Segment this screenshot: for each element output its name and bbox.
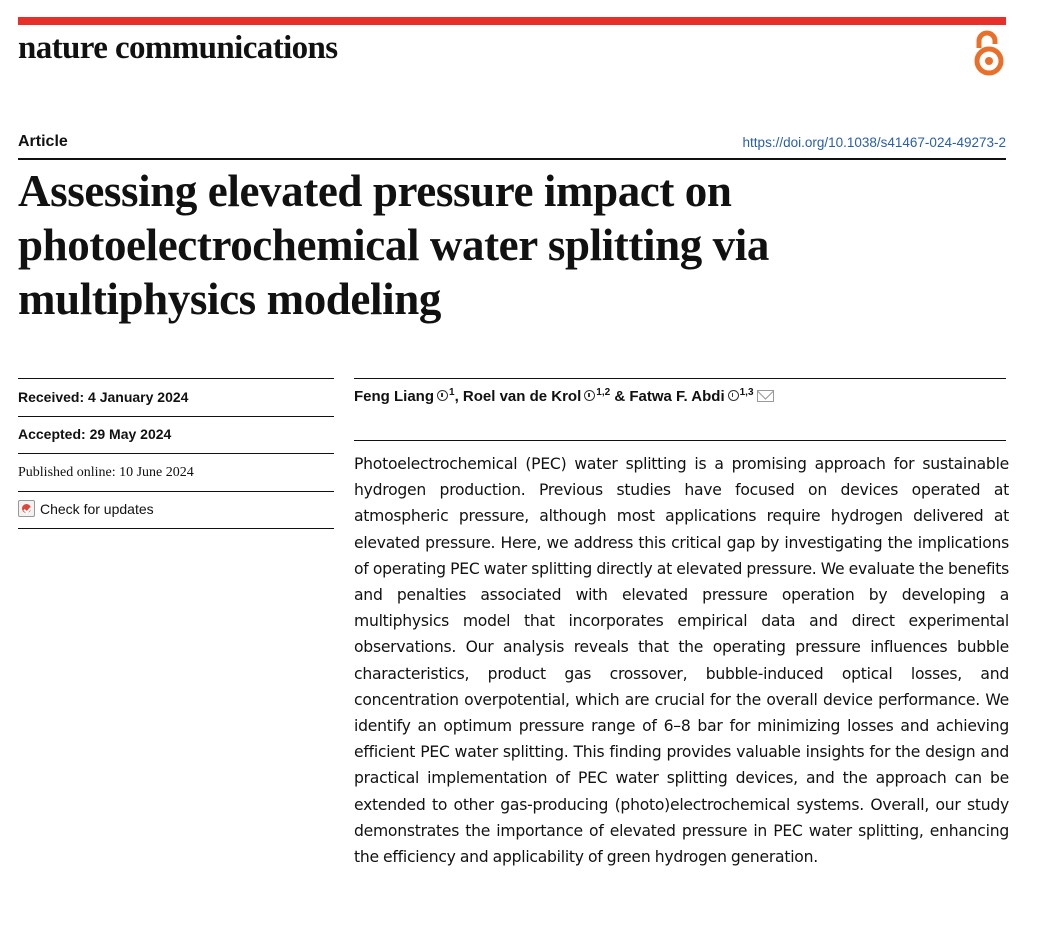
author-name[interactable]: Fatwa F. Abdi — [629, 388, 725, 405]
author-name[interactable]: Feng Liang — [354, 388, 434, 405]
author-list — [354, 387, 774, 405]
sidebar-rule — [18, 416, 334, 417]
journal-name: nature communications — [18, 30, 338, 66]
orcid-icon[interactable] — [437, 390, 448, 401]
open-access-icon — [972, 28, 1006, 78]
accepted-date: Accepted: 29 May 2024 — [18, 426, 172, 442]
sidebar-rule — [18, 528, 334, 529]
abstract-text: Photoelectrochemical (PEC) water splitting is a promising approach for sustainable hydrogen production. Previous studies have focused on devices operated at atmospheric pressure, although most applications require hydrogen delivered at elevated pressure. Here, we address this critical gap by investigating the implications of operating PEC water splitting directly at elevated pressure. We evaluate the benefits and penalties associated with elevated pressure operation by developing a multiphysics model that incorporates empirical data and direct experimental observations. Our analysis reveals that the operating pressure influences bubble characteristics, product gas crossover, bubble-induced optical losses, and concentration overpotential, which are crucial for the overall device performance. We identify an optimum pressure range of 6–8 bar for minimizing losses and achieving efficient PEC water splitting. This finding provides valuable insights for the design and practical implementation of PEC water splitting devices, and the approach can be extended to other gas-producing (photo)electrochemical systems. Overall, our study demonstrates the importance of elevated pressure in PEC water splitting, enhancing the efficiency and applicability of green hydrogen generation. — [354, 455, 1009, 867]
received-date: Received: 4 January 2024 — [18, 389, 189, 405]
mail-icon[interactable] — [757, 390, 774, 402]
published-date: Published online: 10 June 2024 — [18, 465, 194, 480]
article-title: Assessing elevated pressure impact on photoelectrochemical water splitting via multiphysics modeling — [18, 166, 769, 324]
author-separator: , — [454, 388, 463, 405]
author-affiliation: 1,2 — [596, 387, 611, 398]
authors-rule — [354, 378, 1006, 379]
abstract-rule — [354, 440, 1006, 441]
author-affiliation: 1 — [449, 387, 455, 398]
check-for-updates-icon — [18, 500, 35, 517]
orcid-icon[interactable] — [728, 390, 739, 401]
brand-bar — [18, 17, 1006, 25]
author-separator: & — [610, 388, 630, 405]
author-name[interactable]: Roel van de Krol — [462, 388, 582, 405]
author-affiliation: 1,3 — [739, 387, 754, 398]
sidebar-rule — [18, 378, 334, 379]
header-rule — [18, 158, 1006, 160]
article-type: Article — [18, 133, 68, 150]
check-for-updates-button[interactable] — [18, 500, 154, 517]
orcid-icon[interactable] — [584, 390, 595, 401]
sidebar-rule — [18, 491, 334, 492]
check-for-updates-label: Check for updates — [40, 500, 154, 517]
doi-link[interactable]: https://doi.org/10.1038/s41467-024-49273-2 — [742, 135, 1006, 150]
sidebar-rule — [18, 453, 334, 454]
